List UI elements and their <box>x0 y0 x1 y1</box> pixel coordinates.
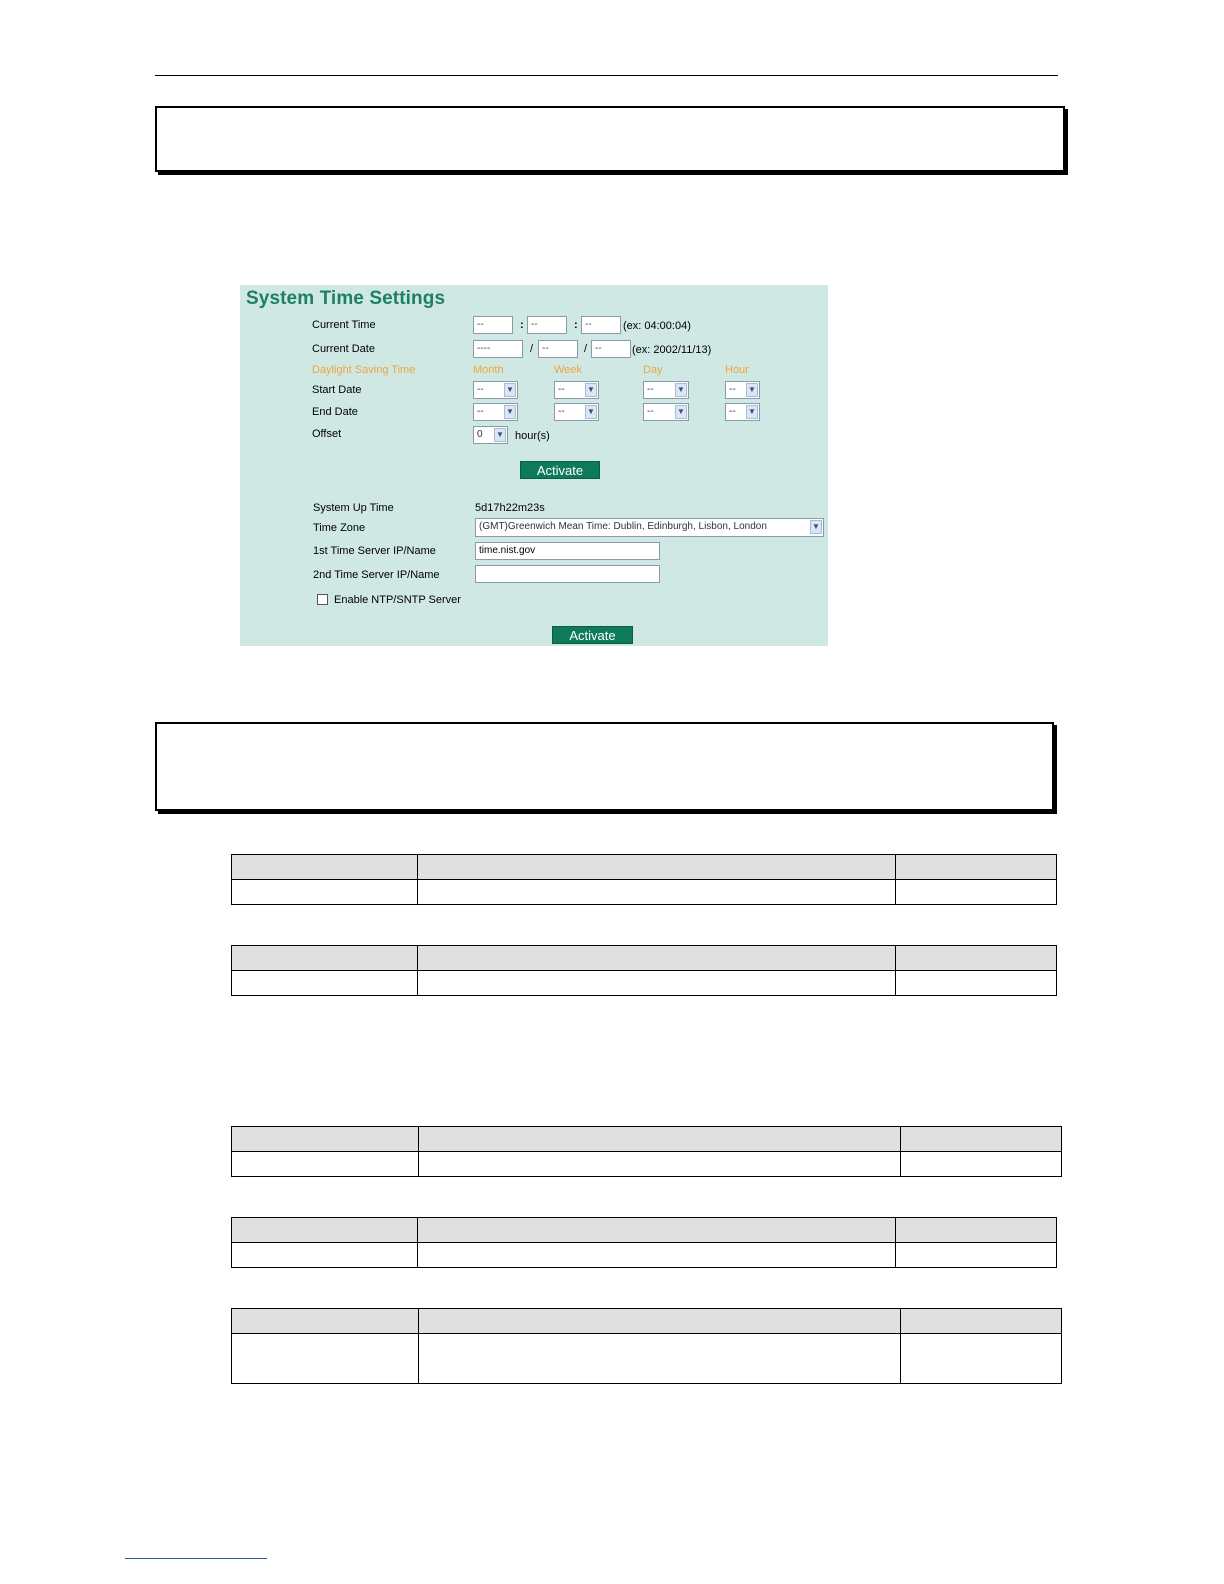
start-date-week-select[interactable] <box>554 381 599 399</box>
dst-month-header: Month <box>473 364 504 376</box>
table-header-cell <box>232 946 418 971</box>
time-server-2-label: 2nd Time Server IP/Name <box>313 569 440 581</box>
table-cell <box>901 1334 1062 1384</box>
table-header-cell <box>896 946 1057 971</box>
dst-week-header: Week <box>554 364 582 376</box>
selected-value: 0 <box>477 429 483 440</box>
time-zone-label: Time Zone <box>313 522 366 534</box>
note-box-middle <box>155 722 1054 811</box>
chevron-down-icon: ▼ <box>504 405 516 419</box>
table-header-cell <box>896 1218 1057 1243</box>
table-header-cell <box>901 1127 1062 1152</box>
selected-value: -- <box>729 384 736 395</box>
date-separator: / <box>584 343 588 355</box>
table-header-cell <box>418 855 896 880</box>
activate-button-2[interactable]: Activate <box>552 626 633 644</box>
chevron-down-icon: ▼ <box>494 428 506 442</box>
table-cell <box>418 1243 896 1268</box>
current-time-minute-input[interactable]: -- <box>527 316 567 334</box>
settings-table-1 <box>231 854 1057 905</box>
time-server-1-input[interactable]: time.nist.gov <box>475 542 660 560</box>
table-cell <box>232 1334 419 1384</box>
table-cell <box>232 880 418 905</box>
header-rule <box>155 75 1058 76</box>
settings-table-5 <box>231 1308 1062 1384</box>
selected-value: -- <box>729 406 736 417</box>
start-date-label: Start Date <box>312 384 362 396</box>
ntp-server-label: Enable NTP/SNTP Server <box>334 594 461 606</box>
system-time-settings-panel <box>240 285 828 646</box>
table-header-cell <box>232 1309 419 1334</box>
current-time-label: Current Time <box>312 319 376 331</box>
offset-unit: hour(s) <box>515 430 550 442</box>
table-header-cell <box>419 1309 901 1334</box>
note-box-top <box>155 106 1065 172</box>
current-date-label: Current Date <box>312 343 375 355</box>
start-date-hour-select[interactable] <box>725 381 760 399</box>
table-cell <box>896 880 1057 905</box>
table-cell <box>232 971 418 996</box>
system-up-time-label: System Up Time <box>313 502 394 514</box>
start-date-month-select[interactable] <box>473 381 518 399</box>
table-cell <box>896 971 1057 996</box>
current-date-month-input[interactable]: -- <box>538 340 578 358</box>
end-date-label: End Date <box>312 406 358 418</box>
table-cell <box>418 971 896 996</box>
settings-table-4 <box>231 1217 1057 1268</box>
time-zone-select[interactable] <box>475 518 824 537</box>
dst-hour-header: Hour <box>725 364 749 376</box>
table-cell <box>896 1243 1057 1268</box>
dst-day-header: Day <box>643 364 663 376</box>
selected-value: -- <box>558 406 565 417</box>
chevron-down-icon: ▼ <box>746 383 758 397</box>
chevron-down-icon: ▼ <box>585 405 597 419</box>
chevron-down-icon: ▼ <box>675 383 687 397</box>
ntp-server-checkbox[interactable] <box>317 594 328 605</box>
table-header-cell <box>232 1218 418 1243</box>
table-header-cell <box>232 1127 419 1152</box>
table-header-cell <box>419 1127 901 1152</box>
offset-select[interactable] <box>473 426 508 444</box>
date-separator: / <box>530 343 534 355</box>
current-time-example: (ex: 04:00:04) <box>623 320 691 332</box>
table-header-cell <box>901 1309 1062 1334</box>
time-separator: : <box>574 319 578 331</box>
time-separator: : <box>520 319 524 331</box>
current-date-day-input[interactable]: -- <box>591 340 631 358</box>
footer-link-underline <box>125 1558 267 1559</box>
table-cell <box>418 880 896 905</box>
table-header-cell <box>418 946 896 971</box>
daylight-saving-label: Daylight Saving Time <box>312 364 416 376</box>
table-cell <box>419 1152 901 1177</box>
end-date-day-select[interactable] <box>643 403 689 421</box>
selected-value: -- <box>477 406 484 417</box>
current-time-second-input[interactable]: -- <box>581 316 621 334</box>
time-server-2-input[interactable] <box>475 565 660 583</box>
end-date-hour-select[interactable] <box>725 403 760 421</box>
offset-label: Offset <box>312 428 342 440</box>
chevron-down-icon: ▼ <box>504 383 516 397</box>
table-header-cell <box>418 1218 896 1243</box>
current-time-hour-input[interactable]: -- <box>473 316 513 334</box>
table-header-cell <box>896 855 1057 880</box>
selected-value: -- <box>647 384 654 395</box>
current-date-example: (ex: 2002/11/13) <box>632 344 712 356</box>
table-header-cell <box>232 855 418 880</box>
settings-table-2 <box>231 945 1057 996</box>
panel-title: System Time Settings <box>246 288 446 309</box>
end-date-week-select[interactable] <box>554 403 599 421</box>
chevron-down-icon: ▼ <box>585 383 597 397</box>
table-cell <box>232 1243 418 1268</box>
selected-value: (GMT)Greenwich Mean Time: Dublin, Edinburgh, Lisbon, London <box>479 521 767 532</box>
chevron-down-icon: ▼ <box>746 405 758 419</box>
selected-value: -- <box>477 384 484 395</box>
chevron-down-icon: ▼ <box>675 405 687 419</box>
table-cell <box>419 1334 901 1384</box>
end-date-month-select[interactable] <box>473 403 518 421</box>
chevron-down-icon: ▼ <box>810 520 822 534</box>
system-up-time-value: 5d17h22m23s <box>475 502 545 514</box>
table-cell <box>232 1152 419 1177</box>
selected-value: -- <box>647 406 654 417</box>
table-cell <box>901 1152 1062 1177</box>
current-date-year-input[interactable]: ---- <box>473 340 523 358</box>
time-server-1-label: 1st Time Server IP/Name <box>313 545 436 557</box>
selected-value: -- <box>558 384 565 395</box>
settings-table-3 <box>231 1126 1062 1177</box>
start-date-day-select[interactable] <box>643 381 689 399</box>
activate-button[interactable]: Activate <box>520 461 600 479</box>
